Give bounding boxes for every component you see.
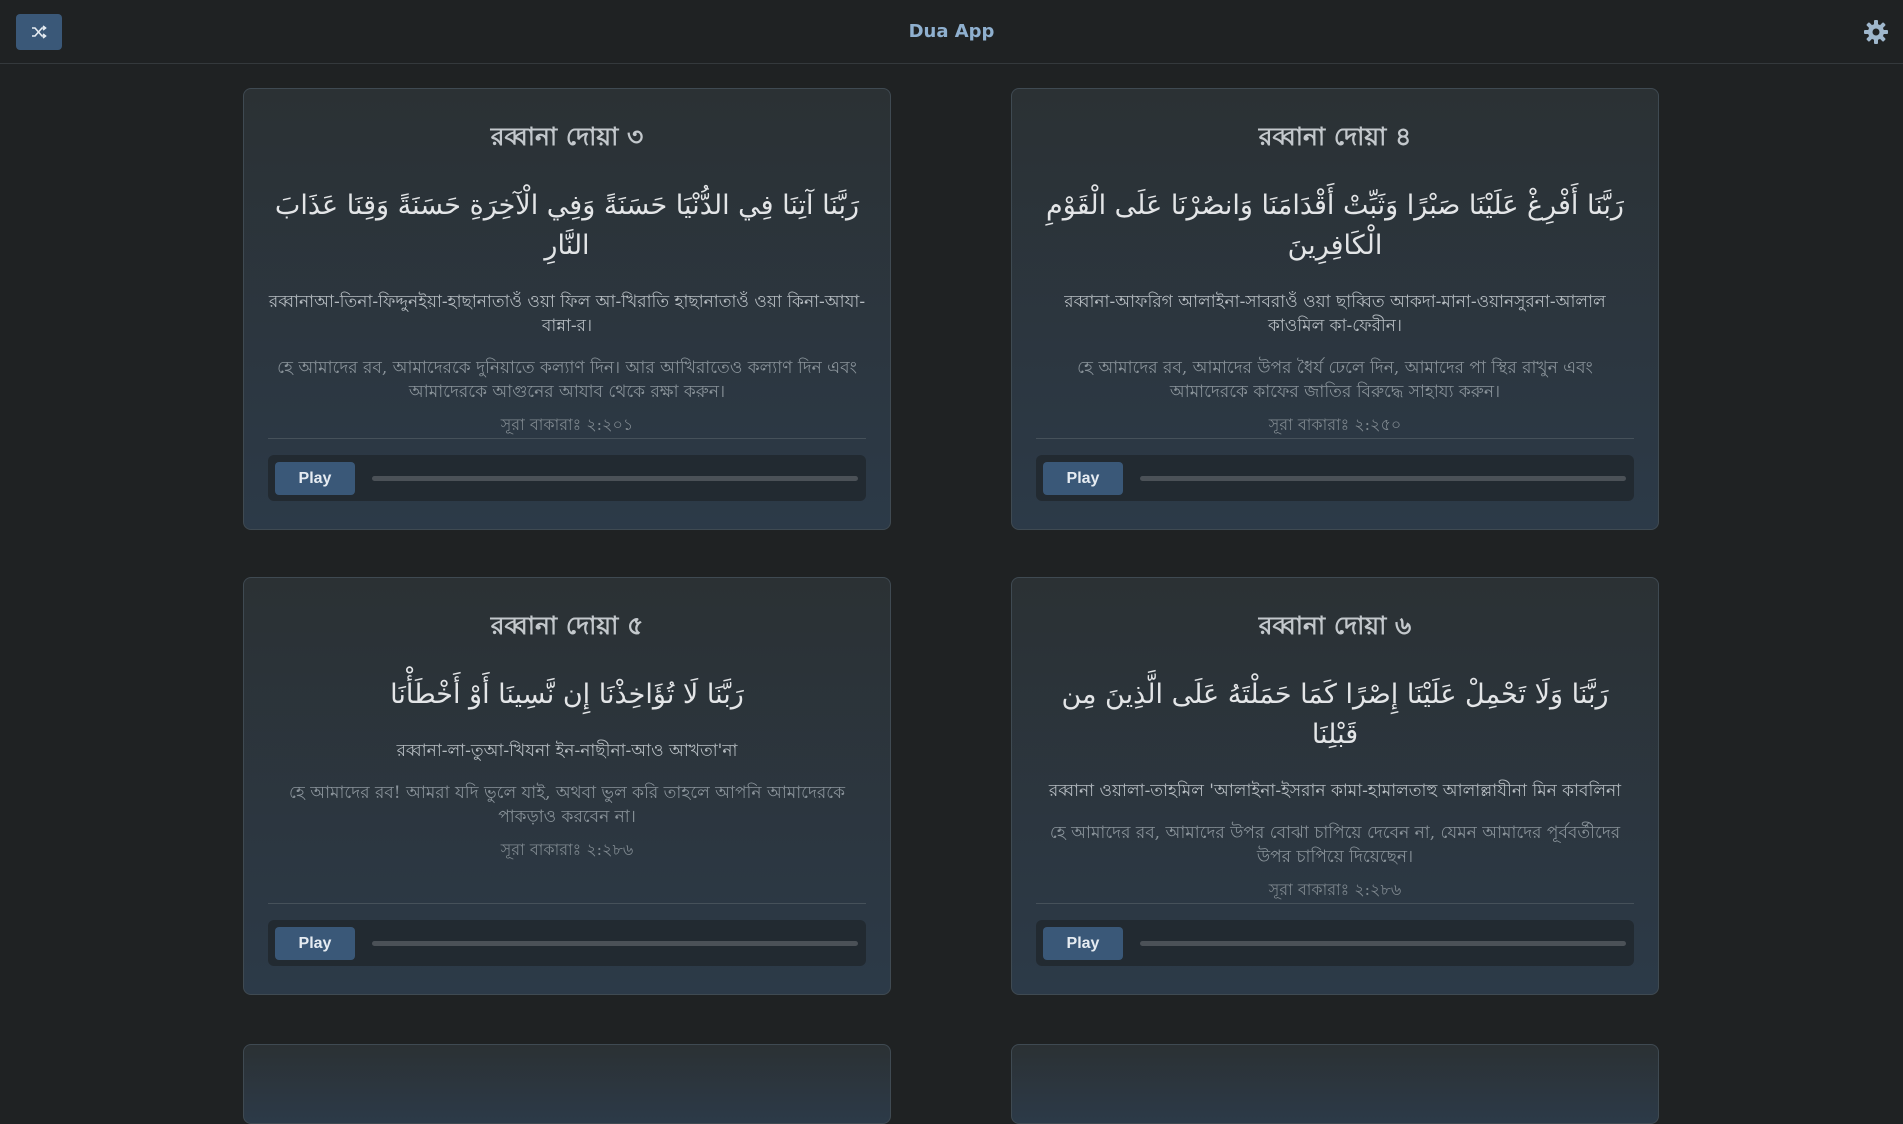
dua-card — [1011, 1044, 1659, 1124]
divider — [1036, 903, 1634, 904]
dua-card — [1011, 577, 1659, 995]
translation-text: হে আমাদের রব, আমাদেরকে দুনিয়াতে কল্যাণ দিন। আর আখিরাতেও কল্যাণ দিন এবং আমাদেরকে আগুনের আযাব থেকে রক্ষা করুন। — [277, 358, 857, 402]
play-button[interactable]: Play — [1043, 927, 1123, 960]
play-button[interactable]: Play — [275, 927, 355, 960]
translation-text: হে আমাদের রব, আমাদের উপর বোঝা চাপিয়ে দেবেন না, যেমন আমাদের পূর্ববর্তীদের উপর চাপিয়ে দিয়েছেন। — [1049, 823, 1621, 867]
app-title: Dua App — [908, 21, 995, 42]
dua-title: রব্বানা দোয়া ৫ — [490, 611, 644, 640]
dua-card — [1011, 88, 1659, 530]
surah-reference: সূরা বাকারাঃ ২:২০১ — [500, 415, 634, 434]
top-bar — [0, 0, 1903, 64]
audio-progress-bar[interactable] — [372, 476, 858, 481]
translation-text: হে আমাদের রব! আমরা যদি ভুলে যাই, অথবা ভুল করি তাহলে আপনি আমাদেরকে পাকড়াও করবেন না। — [289, 783, 845, 827]
gear-icon — [1863, 19, 1889, 45]
dua-title: রব্বানা দোয়া ৪ — [1258, 122, 1412, 151]
surah-reference: সূরা বাকারাঃ ২:২৮৬ — [500, 840, 634, 859]
audio-player — [1036, 455, 1634, 501]
divider — [268, 903, 866, 904]
arabic-text: رَبَّنَا لَا تُؤَاخِذْنَا إِن نَّسِينَا أَوْ أَخْطَأْنَا — [390, 679, 744, 710]
settings-button[interactable] — [1862, 18, 1890, 46]
audio-progress-bar[interactable] — [1140, 941, 1626, 946]
transliteration-text: রব্বানা ওয়ালা-তাহমিল 'আলাইনা-ইসরান কামা-হামালতাহু আলাল্লাযীনা মিন কাবলিনা — [1048, 781, 1622, 801]
divider — [268, 438, 866, 439]
audio-player — [268, 920, 866, 966]
surah-reference: সূরা বাকারাঃ ২:২৮৬ — [1268, 880, 1402, 899]
arabic-text: رَبَّنَا أَفْرِغْ عَلَيْنَا صَبْرًا وَثَبِّتْ أَقْدَامَنَا وَانصُرْنَا عَلَى الْقَوْمِ الْكَافِرِينَ — [1046, 190, 1624, 261]
dua-card — [243, 1044, 891, 1124]
transliteration-text: রব্বানা-আফরিগ আলাইনা-সাবরাওঁ ওয়া ছাব্বিত আকদা-মানা-ওয়ানসুরনা-আলাল কাওমিল কা-ফেরীন। — [1064, 292, 1606, 336]
audio-progress-bar[interactable] — [372, 941, 858, 946]
play-button[interactable]: Play — [1043, 462, 1123, 495]
arabic-text: رَبَّنَا آتِنَا فِي الدُّنْيَا حَسَنَةً وَفِي الْآخِرَةِ حَسَنَةً وَقِنَا عَذَابَ النَّارِ — [274, 190, 860, 261]
dua-title: রব্বানা দোয়া ৩ — [490, 122, 644, 151]
surah-reference: সূরা বাকারাঃ ২:২৫০ — [1268, 415, 1402, 434]
transliteration-text: রব্বানা-লা-তুআ-খিযনা ইন-নাছীনা-আও আখতা'না — [396, 741, 738, 761]
divider — [1036, 438, 1634, 439]
play-button[interactable]: Play — [275, 462, 355, 495]
audio-progress-bar[interactable] — [1140, 476, 1626, 481]
audio-player — [268, 455, 866, 501]
dua-card — [243, 577, 891, 995]
dua-title: রব্বানা দোয়া ৬ — [1258, 611, 1412, 640]
transliteration-text: রব্বানাআ-তিনা-ফিদ্দুনইয়া-হাছানাতাওঁ ওয়া ফিল আ-খিরাতি হাছানাতাওঁ ওয়া কিনা-আযা-বান্না-র। — [268, 292, 866, 336]
dua-card — [243, 88, 891, 530]
translation-text: হে আমাদের রব, আমাদের উপর ধৈর্য ঢেলে দিন, আমাদের পা স্থির রাখুন এবং আমাদেরকে কাফের জাতির বিরুদ্ধে সাহায্য করুন। — [1077, 358, 1593, 402]
audio-player — [1036, 920, 1634, 966]
arabic-text: رَبَّنَا وَلَا تَحْمِلْ عَلَيْنَا إِصْرًا كَمَا حَمَلْتَهُ عَلَى الَّذِينَ مِن قَبْلِنَا — [1061, 679, 1609, 750]
